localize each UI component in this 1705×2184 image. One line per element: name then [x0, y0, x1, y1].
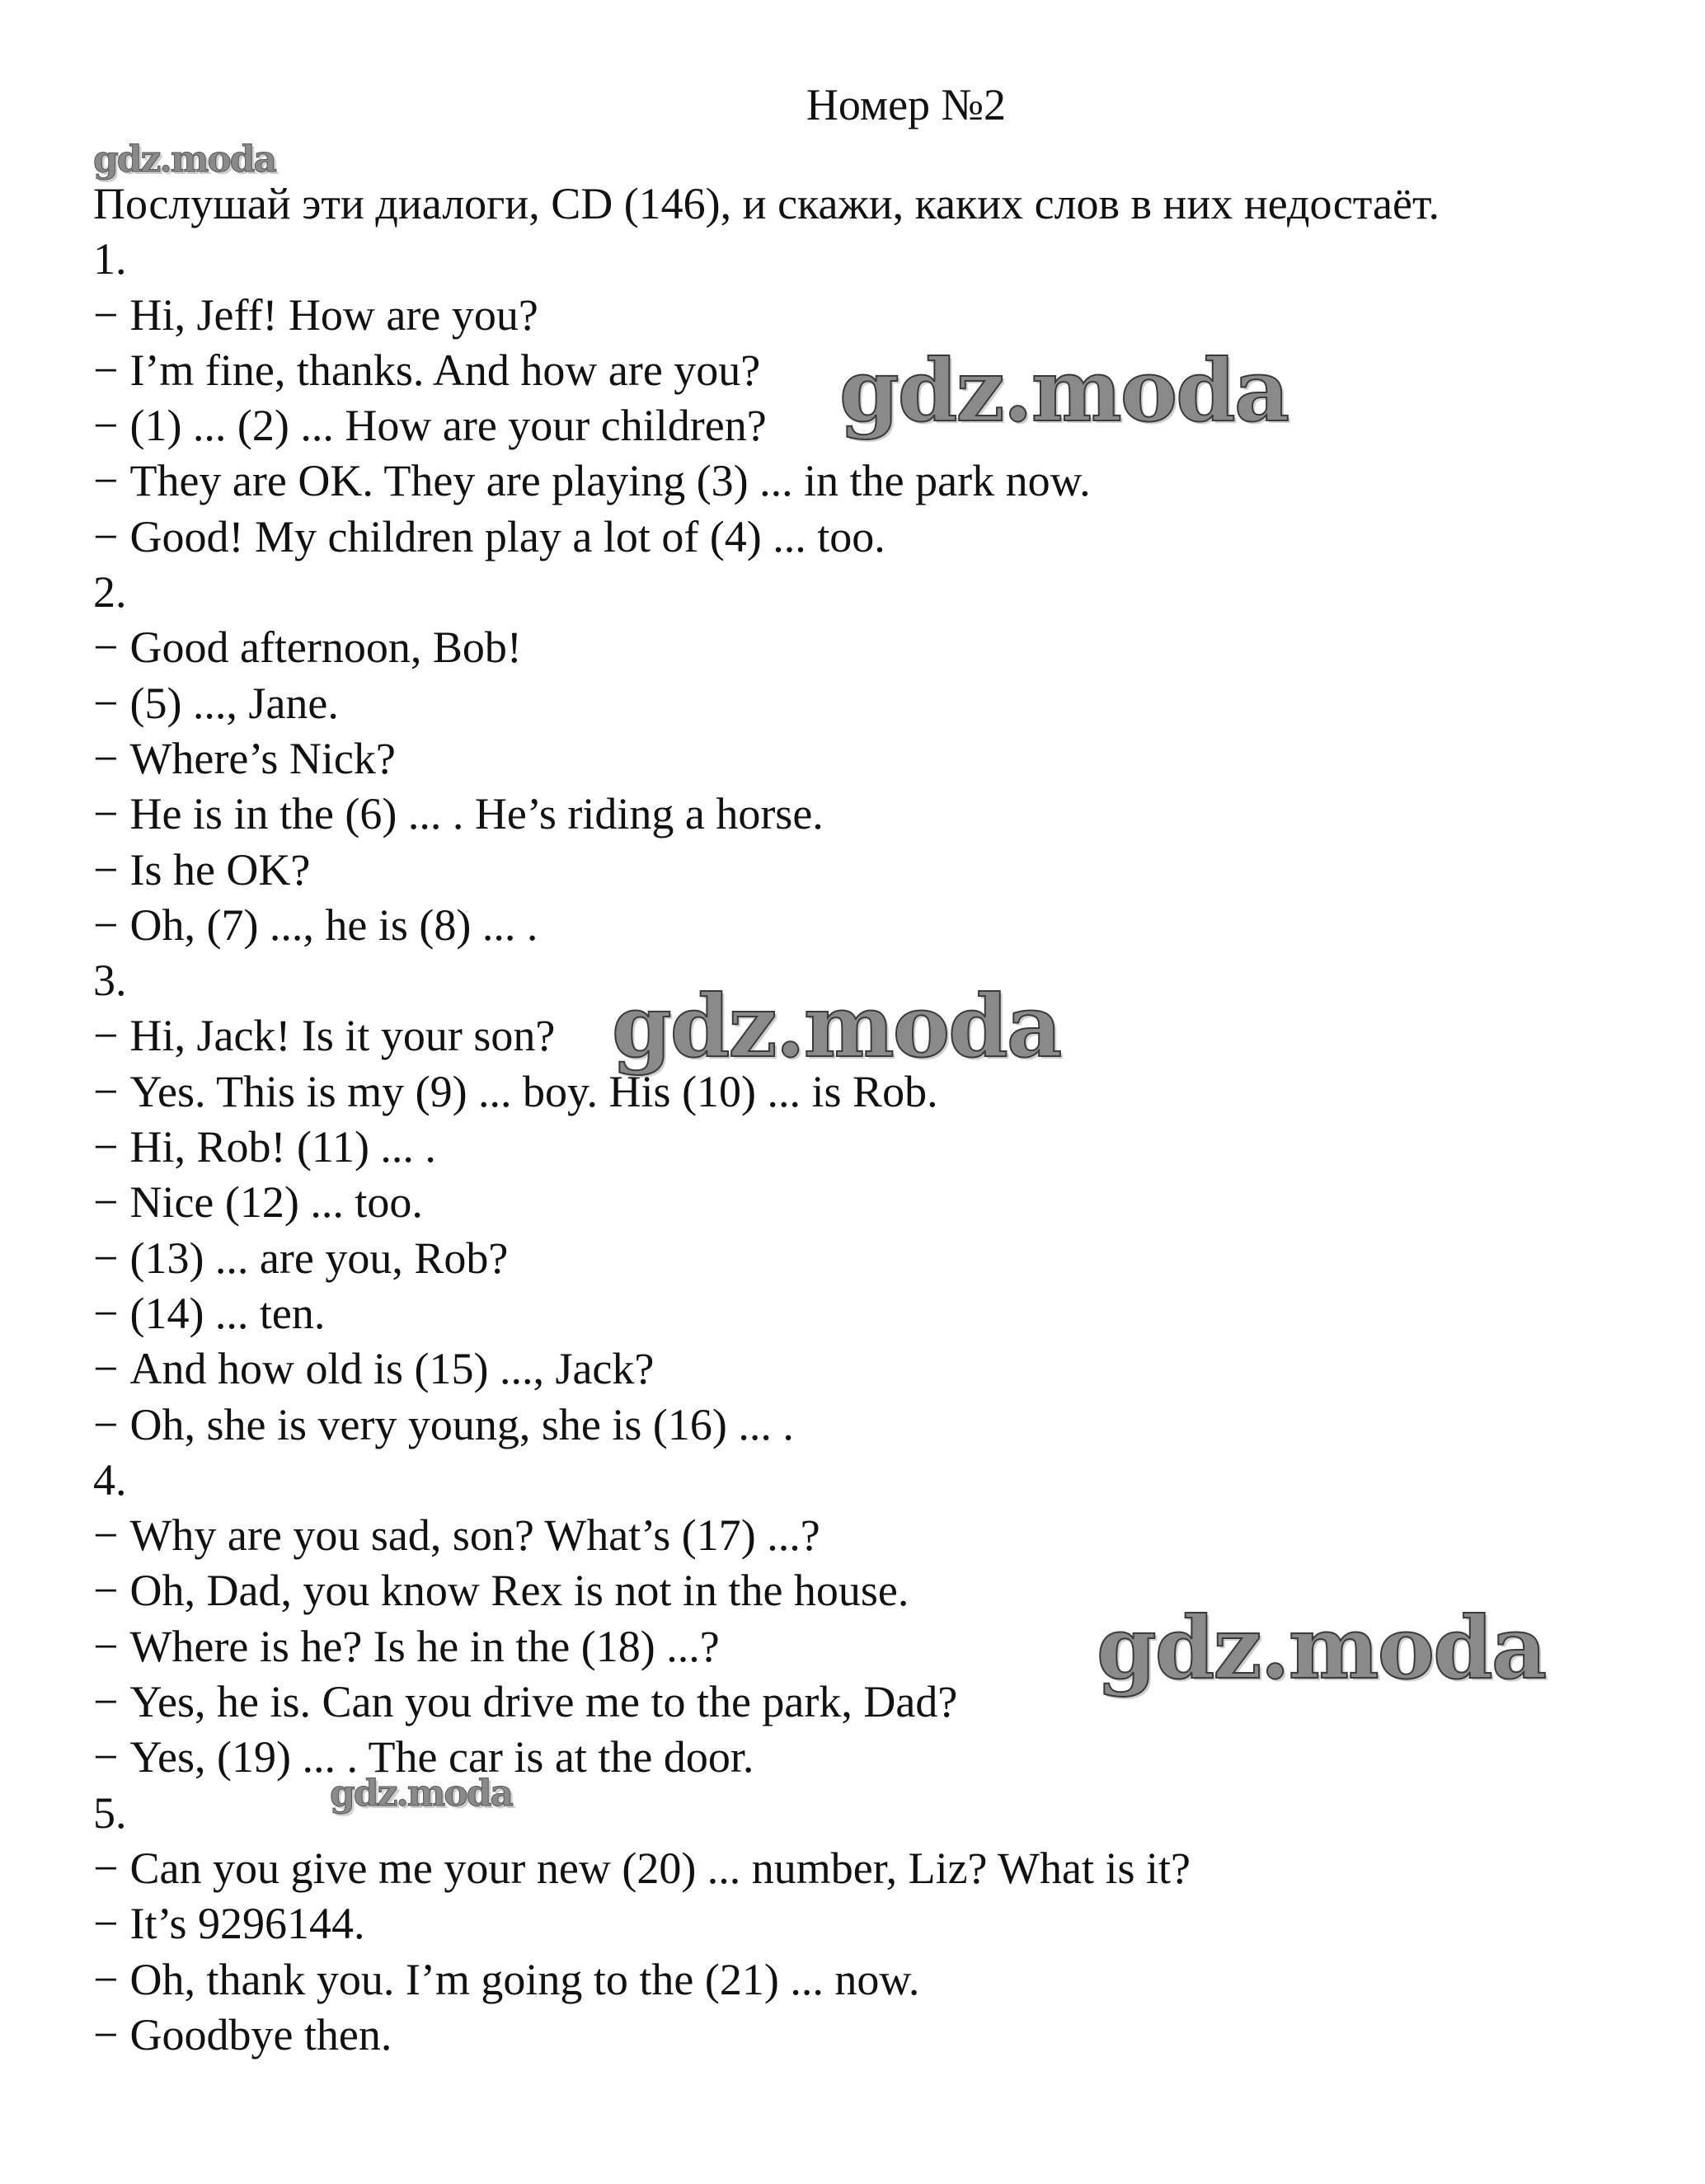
dialogue-line — [93, 787, 1660, 842]
dash-marker: − — [93, 844, 119, 895]
dialogue-line-text: Yes. This is my (9) ... boy. His (10) ... is Rob. — [129, 1066, 938, 1116]
dialogue-line-text: Oh, she is very young, she is (16) ... . — [129, 1399, 794, 1449]
dash-marker: − — [93, 1510, 119, 1561]
dialogue-line-text: And how old is (15) ..., Jack? — [129, 1344, 655, 1394]
dialogue-lines — [93, 232, 1660, 2063]
dialogue-line — [93, 1397, 1660, 1453]
dialogue-line-text: Oh, thank you. I’m going to the (21) ... now. — [129, 1954, 920, 2004]
dash-marker: − — [93, 733, 119, 783]
dash-marker: − — [93, 789, 119, 839]
watermark-bottom: gdz.moda — [330, 1773, 513, 1815]
dialogue-line-text: (13) ... are you, Rob? — [129, 1233, 509, 1283]
dialogue-line-text: (1) ... (2) ... How are your children? — [129, 401, 767, 451]
dash-marker: − — [93, 1066, 119, 1116]
dash-marker: − — [93, 1011, 119, 1061]
dialogue-line — [93, 288, 1660, 343]
dialogue-line-text: Hi, Rob! (11) ... . — [129, 1122, 436, 1172]
page-title: Номер №2 — [806, 80, 1007, 129]
dialogue-line — [93, 510, 1660, 565]
dash-marker: − — [93, 622, 119, 673]
dash-marker: − — [93, 289, 119, 340]
dash-marker: − — [93, 1899, 119, 1949]
dialogue-line-text: Nice (12) ... too. — [129, 1177, 423, 1228]
dialogue-line — [93, 2008, 1660, 2063]
dialogue-line — [93, 1508, 1660, 1563]
dialogue-number: 4. — [93, 1454, 127, 1505]
dialogue-line — [93, 1341, 1660, 1397]
dialogue-line-text: Can you give me your new (20) ... number, Liz? What is it? — [129, 1843, 1191, 1893]
dash-marker: − — [93, 1399, 119, 1449]
dialogue-line — [93, 843, 1660, 898]
dialogue-line — [93, 1896, 1660, 1952]
dialogue-line-text: Why are you sad, son? What’s (17) ...? — [129, 1510, 820, 1561]
dash-marker: − — [93, 1843, 119, 1893]
instruction-text: Послушай эти диалоги, CD (146), и скажи, каких слов в них недостаёт. — [93, 179, 1440, 228]
dialogue-line-text: Where is he? Is he in the (18) ...? — [129, 1621, 720, 1671]
dialogue-line-text: It’s 9296144. — [129, 1899, 365, 1949]
dialogue-line-text: Hi, Jack! Is it your son? — [129, 1011, 556, 1061]
dash-marker: − — [93, 1732, 119, 1782]
dialogue-line-text: Hi, Jeff! How are you? — [129, 289, 538, 340]
dash-marker: − — [93, 1344, 119, 1394]
dash-marker: − — [93, 899, 119, 950]
dialogue-number: 1. — [93, 234, 127, 284]
dash-marker: − — [93, 678, 119, 728]
dash-marker: − — [93, 1233, 119, 1283]
dialogue-line — [93, 1730, 1660, 1785]
dialogue-line-text: (5) ..., Jane. — [129, 678, 339, 728]
dialogue-line-text: Where’s Nick? — [129, 733, 396, 783]
dialogue-line-text: Goodbye then. — [129, 2009, 392, 2060]
dialogue-line-text: Oh, (7) ..., he is (8) ... . — [129, 899, 538, 950]
dialogue-number: 2. — [93, 567, 127, 618]
dialogue-line — [93, 1841, 1660, 1896]
dialogue-line — [93, 620, 1660, 675]
dash-marker: − — [93, 401, 119, 451]
watermark-3: gdz.moda — [1097, 1597, 1546, 1698]
dash-marker: − — [93, 511, 119, 561]
dialogue-line — [93, 1120, 1660, 1175]
dialogue-line — [93, 676, 1660, 731]
dash-marker: − — [93, 1288, 119, 1338]
dash-marker: − — [93, 2009, 119, 2060]
dash-marker: − — [93, 456, 119, 506]
dialogue-line-text: He is in the (6) ... . He’s riding a horse. — [129, 789, 824, 839]
dialogue-content — [93, 176, 1660, 2063]
dialogue-line — [93, 1286, 1660, 1341]
dialogue-line — [93, 1231, 1660, 1286]
dialogue-line-text: Good afternoon, Bob! — [129, 622, 522, 673]
dialogue-line — [93, 898, 1660, 953]
dialogue-line-text: (14) ... ten. — [129, 1288, 326, 1338]
watermark-top-left: gdz.moda — [93, 139, 276, 181]
dialogue-line-text: Is he OK? — [129, 844, 311, 895]
dialogue-line-text: Oh, Dad, you know Rex is not in the house. — [129, 1566, 909, 1616]
dialogue-line-text: Yes, he is. Can you drive me to the park, Dad? — [129, 1677, 958, 1727]
dialogue-line-text: They are OK. They are playing (3) ... in the park now. — [129, 456, 1091, 506]
dash-marker: − — [93, 1566, 119, 1616]
dialogue-line-text: I’m fine, thanks. And how are you? — [129, 345, 761, 395]
watermark-1: gdz.moda — [839, 340, 1289, 441]
dialogue-line-text: Good! My children play a lot of (4) ... too. — [129, 511, 885, 561]
dash-marker: − — [93, 1954, 119, 2004]
dialogue-line-text: Yes, (19) ... . The car is at the door. — [129, 1732, 754, 1782]
dialogue-line — [93, 453, 1660, 509]
dialogue-number: 3. — [93, 956, 127, 1006]
dialogue-line — [93, 731, 1660, 787]
dash-marker: − — [93, 345, 119, 395]
dialogue-line — [93, 1175, 1660, 1230]
dash-marker: − — [93, 1621, 119, 1671]
dash-marker: − — [93, 1122, 119, 1172]
dialogue-number: 5. — [93, 1787, 127, 1838]
watermark-2: gdz.moda — [612, 975, 1061, 1077]
dash-marker: − — [93, 1177, 119, 1228]
dialogue-line — [93, 1952, 1660, 2008]
dash-marker: − — [93, 1677, 119, 1727]
